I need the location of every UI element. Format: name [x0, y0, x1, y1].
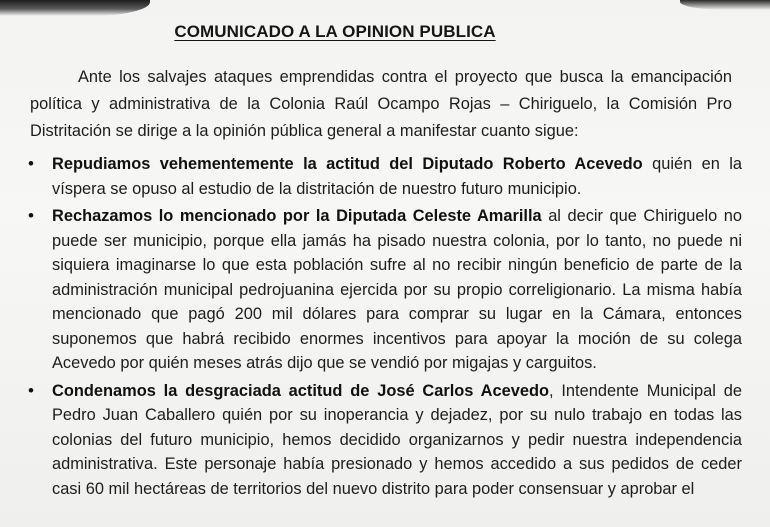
bullet-bold-lead: Repudiamos vehementemente la actitud del Diputado Roberto Acevedo: [52, 155, 643, 173]
bullet-bold-lead: Condenamos la desgraciada actitud de José Carlos Acevedo: [52, 381, 549, 400]
page-edge-shadow-right: [680, 0, 770, 10]
list-item: [22, 152, 742, 201]
bullet-icon: •: [28, 380, 34, 400]
bullet-icon: •: [28, 154, 34, 173]
bullet-bold-lead: Rechazamos lo mencionado por la Diputada Celeste Amarilla: [52, 207, 542, 225]
bullet-icon: •: [28, 206, 34, 225]
bullet-text: al decir que Chiriguelo no puede ser municipio, porque ella jamás ha pisado nuestra colonia, por lo tanto, no puede ni siquiera imaginarse lo que esta población sufre al no recibir ningún beneficio de parte de la administración municipal pedrojuanina ejercida por su propio correligionario. La misma había mencionado que pagó 200 mil dólares para comprar su lugar en la Cámara, entonces suponemos que habrá recibido enormes incentivos para apoyar la moción de su colega Acevedo por quién meses atrás dijo que se vendió por migajas y carguitos.: [52, 207, 743, 372]
statement-list: [22, 152, 742, 504]
list-item: [22, 379, 742, 502]
list-item: [22, 204, 742, 376]
document-title: COMUNICADO A LA OPINION PUBLICA: [174, 22, 496, 41]
intro-paragraph: Ante los salvajes ataques emprendidas contra el proyecto que busca la emancipación política y administrativa de la Colonia Raúl Ocampo Rojas – Chiriguelo, la Comisión Pro Distritación se dirige a la opinión pública general a manifestar cuanto sigue:: [30, 68, 732, 140]
bullet-text: , Intendente Municipal de Pedro Juan Caballero quién por su inoperancia y dejadez, por su nulo trabajo en todas las colonias del futuro municipio, hemos decidido organizarnos y pedir nuestra independencia administrativa. Este personaje había presionado y hemos accedido a sus pedidos de ceder casi 60 mil hectáreas de territorios del nuevo distrito para poder consensuar y aprobar el: [52, 381, 743, 498]
page-edge-shadow-left: [0, 0, 150, 16]
bullet-text: quién en la víspera se opuso al estudio de la distritación de nuestro futuro municipio.: [52, 155, 742, 198]
